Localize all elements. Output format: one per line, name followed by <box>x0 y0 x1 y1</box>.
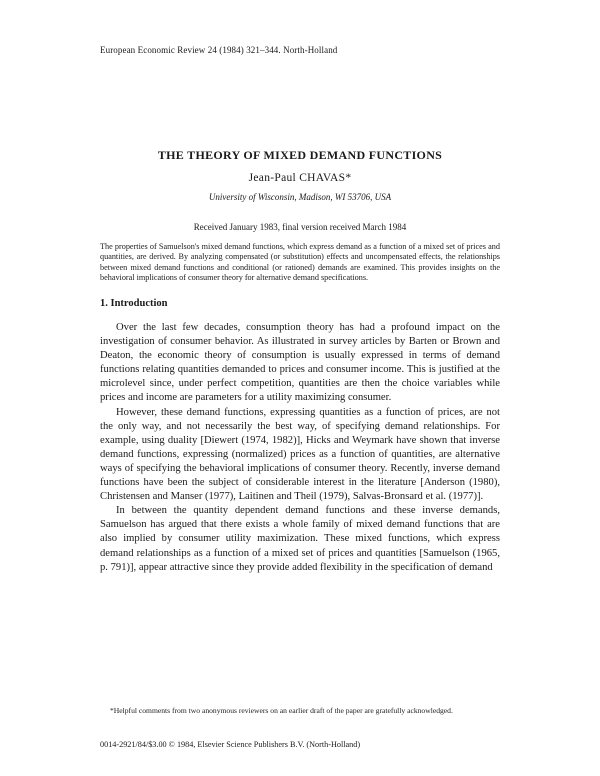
received-dates: Received January 1983, final version received March 1984 <box>193 222 407 232</box>
journal-citation: European Economic Review 24 (1984) 321–344. North-Holland <box>100 45 338 55</box>
paragraph: Over the last few decades, consumption theory has had a profound impact on the investigation of consumer behavior. As illustrated in survey articles by Barten or Brown and Deaton, the economic theory of consumption is usually expressed in terms of demand functions relating quantities demanded to prices and consumer income. This is justified at the microlevel since, under perfect competition, quantities are then the choice variables while prices and income are parameters for a utility maximizing consumer. <box>100 322 500 404</box>
publisher-footer: 0014-2921/84/$3.00 © 1984, Elsevier Science Publishers B.V. (North-Holland) <box>100 740 361 749</box>
footnote <box>100 706 500 716</box>
section-heading: 1. Introduction <box>100 298 168 309</box>
paragraph: In between the quantity dependent demand functions and these inverse demands, Samuelson has argued that there exists a whole family of mixed demand functions that are also implied by consumer utility maximization. These mixed functions, which express demand relationships as a function of a mixed set of prices and quantities [Samuelson (1965, p. 791)], appear attractive since they provide added flexibility in the specification of demand <box>100 505 500 573</box>
paper-title: THE THEORY OF MIXED DEMAND FUNCTIONS <box>157 148 443 162</box>
author-name: Jean-Paul CHAVAS* <box>248 172 352 184</box>
abstract: The properties of Samuelson's mixed demand functions, which express demand as a function of a mixed set of prices and quantities, are derived. By analyzing compensated (or substitution) effects and uncompensated effects, the relationships between mixed demand functions and conditional (or rationed) demands are examined. This provides insights on the behavioral implications of consumer theory for alternative demand specifications. <box>100 242 500 283</box>
author-affiliation: University of Wisconsin, Madison, WI 53706, USA <box>208 192 392 202</box>
paragraph: However, these demand functions, expressing quantities as a function of prices, are not the only way, and not necessarily the best way, of specifying demand relationships. For example, using duality [Diewert (1974, 1982)], Hicks and Weymark have shown that inverse demand functions, expressing (normalized) prices as a function of quantities, are alternative ways of specifying the behavioral implications of consumer theory. Recently, inverse demand functions have been the subject of considerable interest in the literature [Anderson (1980), Christensen and Manser (1977), Laitinen and Theil (1979), Salvas-Bronsard et al. (1977)]. <box>100 406 500 503</box>
section-body <box>100 321 500 575</box>
footnote-text: *Helpful comments from two anonymous reviewers on an earlier draft of the paper are gratefully acknowledged. <box>110 706 453 715</box>
